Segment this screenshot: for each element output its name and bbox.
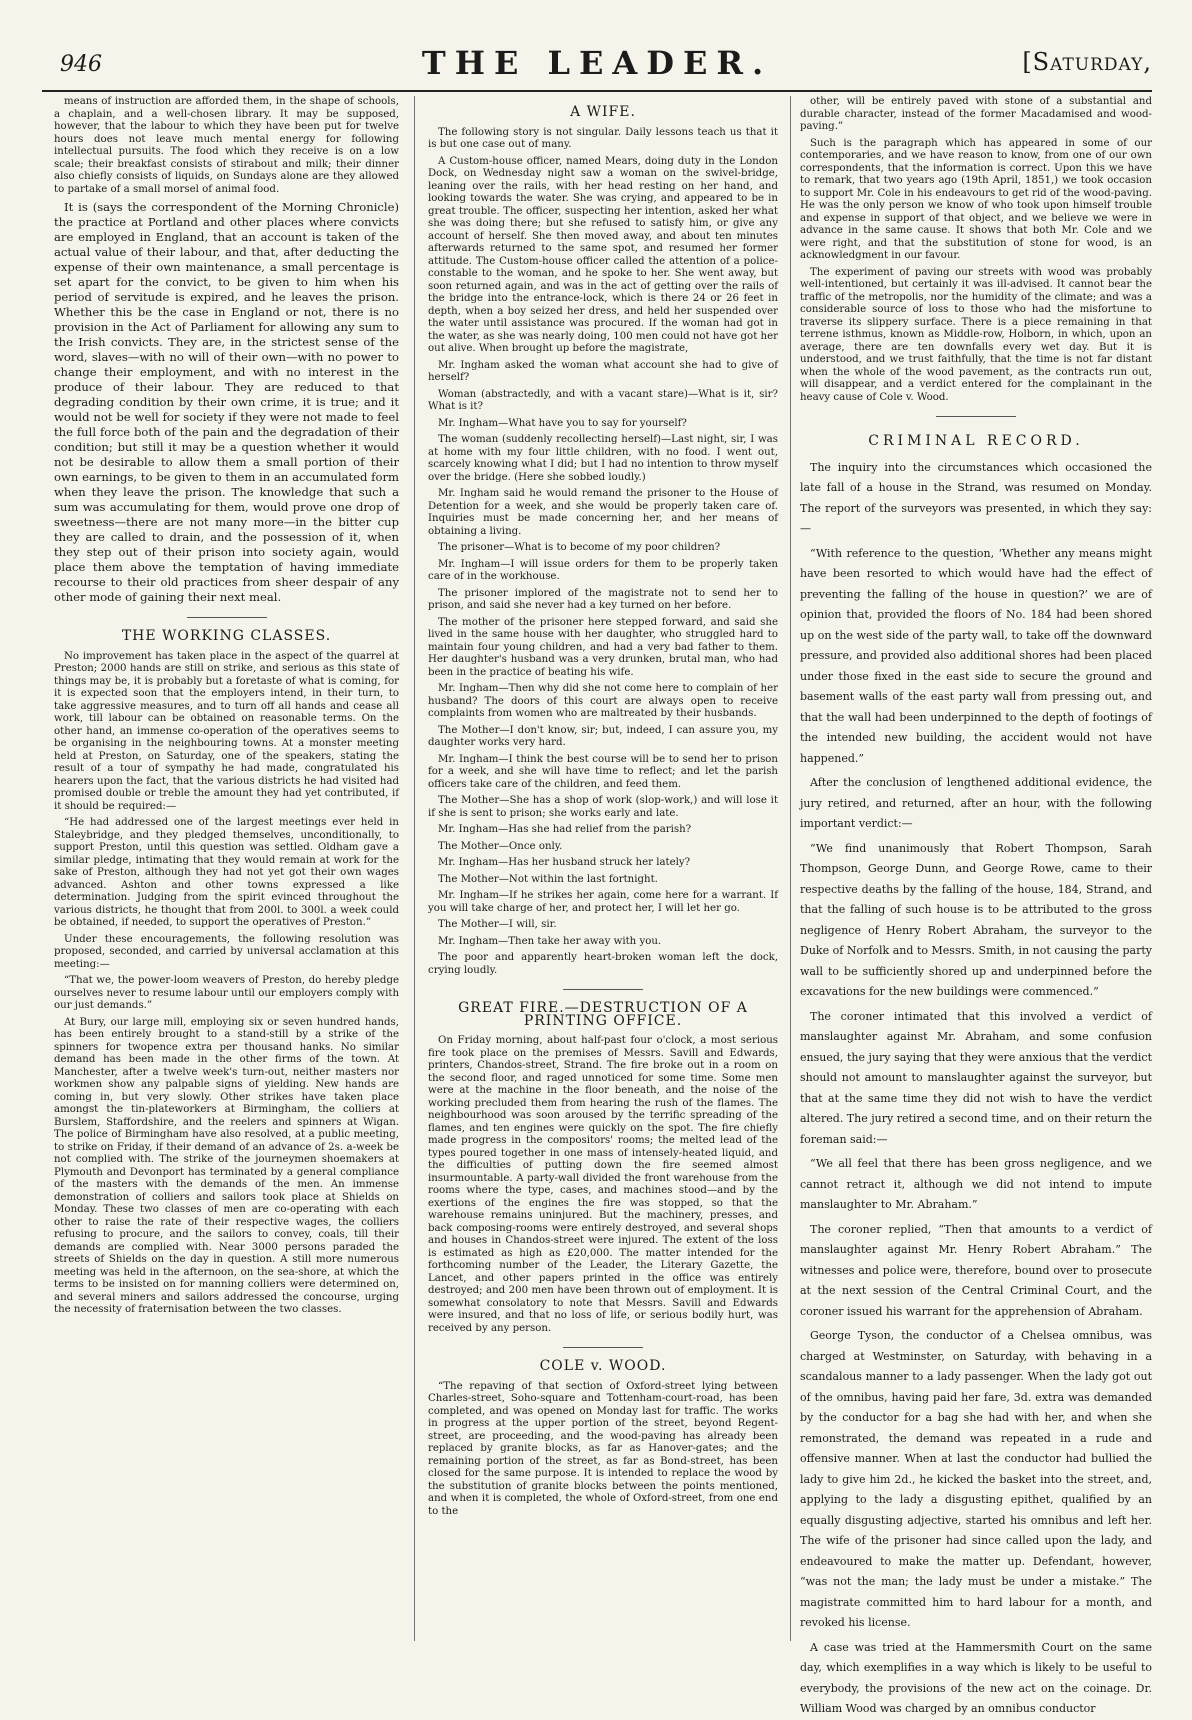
paragraph: “With reference to the question, ‘Whether any means might have been resorted to which would have had the effect of preventing the falling of the house in question?’ we are of opinion that, provided the floors of No. 184 had been shored up on the west side of the party wall, to take off the downward pressure, and provided also additional shores had been placed under those fixed in the east side to secure the ground and basement walls of the east party wall from pressing out, and that the wall had been underpinned to the depth of footings of the intended new building, the accident would not have happened.” bbox=[800, 546, 1152, 765]
paragraph: A Custom-house officer, named Mears, doing duty in the London Dock, on Wednesday night saw a woman on the swivel-bridge, leaning over the rails, with her head resting on her hand, and looking towards the water. She was crying, and appeared to be in great trouble. The officer, suspecting her intention, asked her what she was doing there; but she refused to satisfy him, or give any account of herself. She then moved away, and about ten minutes afterwards returned to the same spot, and resumed her former attitude. The Custom-house officer called the attention of a police-constable to the woman, and he spoke to her. She went away, but soon returned again, and was in the act of getting over the rails of the bridge into the entrance-lock, which is there 24 or 26 feet in depth, when a boy seized her dress, and held her suspended over the water until assistance was procured. If the woman had got in the water, as she was nearly doing, 100 men could not have got her out alive. When brought up before the magistrate, bbox=[428, 155, 778, 354]
paragraph: The Mother—She has a shop of work (slop-work,) and will lose it if she is sent to prison; she works early and late. bbox=[428, 795, 778, 819]
masthead-rule bbox=[42, 90, 1152, 92]
paragraph: Mr. Ingham asked the woman what account she had to give of herself? bbox=[428, 359, 778, 383]
paragraph: The coroner replied, “Then that amounts to a verdict of manslaughter against Mr. Henry Robert Abraham.” The witnesses and police were, therefore, bound over to prosecute at the next session of the Central Criminal Court, and the coroner issued his warrant for the apprehension of Abraham. bbox=[800, 1222, 1152, 1318]
section-heading-great-fire: GREAT FIRE.—DESTRUCTION OF A PRINTING OFFICE. bbox=[458, 1000, 748, 1029]
paragraph: Such is the paragraph which has appeared in some of our contemporaries, and we have reason to know, from one of our own correspondents, that the information is correct. Upon this we have to remark, that two years ago (19th April, 1851,) we took occasion to support Mr. Cole in his endeavours to get rid of the wood-paving. He was the only person we know of who took upon himself trouble and expense in support of that object, and we believe we were in advance in the same cause. It shows that both Mr. Cole and we were right, and that the substitution of stone for wood, is an acknowledgment in our favour. bbox=[800, 137, 1152, 261]
paragraph: No improvement has taken place in the aspect of the quarrel at Preston; 2000 hands are still on strike, and serious as this state of things may be, it is probably but a foretaste of what is coming, for it is expected soon that the employers intend, in their turn, to take aggressive measures, and to turn off all hands and cease all work, till labour can be obtained on reasonable terms. On the other hand, an immense co-operation of the operatives seems to be organising in the neighbouring towns. At a monster meeting held at Preston, on Saturday, one of the speakers, stating the result of a tour of sympathy he had made, congratulated his hearers upon the fact, that the various districts he had visited had promised double or treble the amount they had yet contributed, if it should be required:— bbox=[54, 650, 399, 812]
section-rule bbox=[563, 989, 643, 990]
paragraph: The prisoner implored of the magistrate not to send her to prison, and said she never had a key turned on her before. bbox=[428, 587, 778, 611]
section-rule bbox=[187, 617, 267, 618]
column-2 bbox=[428, 96, 778, 1641]
paragraph: “We find unanimously that Robert Thompson, Sarah Thompson, George Dunn, and George Rowe, came to their respective deaths by the falling of the house, 184, Strand, and that the falling of such house is to be attributed to the gross negligence of Henry Robert Abraham, the surveyor to the Duke of Norfolk and to Messrs. Smith, in not causing the party wall to be sufficiently shored up and underpinned before the excavations for the new buildings were commenced.” bbox=[800, 841, 1152, 998]
masthead bbox=[42, 44, 1152, 88]
paragraph: The prisoner—What is to become of my poor children? bbox=[438, 542, 721, 553]
paragraph: The woman (suddenly recollecting herself)—Last night, sir, I was at home with my four little children, with no food. I went out, scarcely knowing what I did; but I had no intention to throw myself over the bridge. (Here she sobbed loudly.) bbox=[428, 434, 778, 483]
paragraph: Mr. Ingham said he would remand the prisoner to the House of Detention for a week, and she would be properly taken care of. Inquiries must be made concerning her, and her means of obtaining a living. bbox=[428, 488, 778, 537]
paragraph: The experiment of paving our streets with wood was probably well-intentioned, but certainly it was ill-advised. It cannot bear the traffic of the metropolis, nor the humidity of the climate; and was a considerable source of loss to those who had the misfortune to traverse its slippery surface. There is a piece remaining in that terrene isthmus, known as Middle-row, Holborn, in which, upon an average, there are ten downfalls every wet day. But it is understood, and we trust faithfully, that the time is not far distant when the whole of the wood pavement, as the contracts run out, will disappear, and a verdict entered for the complainant in the heavy cause of Cole v. Wood. bbox=[800, 266, 1152, 403]
section-heading-a-wife: A WIFE. bbox=[570, 104, 636, 120]
paragraph: Mr. Ingham—Has her husband struck her lately? bbox=[438, 857, 691, 868]
paragraph: The inquiry into the circumstances which occasioned the late fall of a house in the Strand, was resumed on Monday. The report of the surveyors was presented, in which they say:— bbox=[800, 460, 1152, 535]
paragraph: Woman (abstractedly, and with a vacant stare)—What is it, sir? What is it? bbox=[428, 388, 778, 412]
paragraph: Mr. Ingham—What have you to say for yourself? bbox=[438, 417, 687, 429]
paragraph: It is (says the correspondent of the Morning Chronicle) the practice at Portland and other places where convicts are employed in England, that an account is taken of the actual value of their labour, and that, after deducting the expense of their own maintenance, a small percentage is set apart for the convict, to be given to him when his period of servitude is expired, and he leaves the prison. Whether this be the case in England or not, there is no provision in the Act of Parliament for allowing any sum to the Irish convicts. They are, in the strictest sense of the word, slaves—with no will of their own—with no power to change their employment, and with no interest in the produce of their labour. They are reduced to that degrading condition by their own crime, it is true; and it would not be well for society if they were not made to feel the full force both of the pain and the degradation of their condition; but still it may be a question whether it would not be desirable to allow them a small portion of their own earnings, to be given to them in an accumulated form when they leave the prison. The knowledge that such a sum was accumulating for them, would prove one drop of sweetness—there are not many more—in the bitter cup they are called to drain, and the possession of it, when they step out of their prison into society again, would place them above the temptation of having immediate recourse to their old practices from sheer despair of any other mode of gaining their next meal. bbox=[54, 200, 399, 604]
paragraph: “That we, the power-loom weavers of Preston, do hereby pledge ourselves never to resume labour until our employers comply with our just demands.” bbox=[54, 975, 399, 1011]
paragraph: The coroner intimated that this involved a verdict of manslaughter against Mr. Abraham, and some confusion ensued, the jury saying that they were anxious that the verdict should not amount to manslaughter against the surveyor, but that at the same time they did not wish to have the verdict altered. The jury retired a second time, and on their return the foreman said:— bbox=[800, 1009, 1152, 1146]
paragraph: The poor and apparently heart-broken woman left the dock, crying loudly. bbox=[428, 952, 778, 976]
column-divider bbox=[790, 96, 791, 1641]
paragraph: Under these encouragements, the following resolution was proposed, seconded, and carried by universal acclamation at this meeting:— bbox=[54, 933, 399, 970]
paragraph: Mr. Ingham—I think the best course will be to send her to prison for a week, and she will have time to reflect; and let the parish officers take care of the children, and feed them. bbox=[428, 753, 778, 790]
page-number: 946 bbox=[60, 52, 102, 77]
paragraph: other, will be entirely paved with stone of a substantial and durable character, instead of the former Macadamised and wood-paving.” bbox=[800, 96, 1152, 132]
paragraph: Mr. Ingham—If he strikes her again, come here for a warrant. If you will take charge of her, and protect her, I will let her go. bbox=[428, 890, 778, 914]
paragraph: A case was tried at the Hammersmith Court on the same day, which exemplifies in a way which is likely to be useful to everybody, the provisions of the new act on the coinage. Dr. William Wood was charged by an omnibus conductor bbox=[800, 1640, 1152, 1715]
paragraph: “We all feel that there has been gross negligence, and we cannot retract it, although we did not intend to impute manslaughter to Mr. Abraham.” bbox=[800, 1157, 1152, 1211]
section-rule bbox=[936, 416, 1016, 417]
paragraph: On Friday morning, about half-past four o'clock, a most serious fire took place on the premises of Messrs. Savill and Edwards, printers, Chandos-street, Strand. The fire broke out in a room on the second floor, and raged unnoticed for some time. Some men were at the machine in the floor beneath, and the noise of the working precluded them from hearing the rush of the flames. The neighbourhood was soon aroused by the terrific spreading of the flames, and ten engines were quickly on the spot. The fire chiefly made progress in the compositors' rooms; the melted lead of the types poured together in one mass of intensely-heated liquid, and the difficulties of putting down the fire seemed almost insurmountable. A party-wall divided the front warehouse from the rooms where the type, cases, and machines stood—and by the exertions of the engines the fire was stopped, so that the warehouse remains uninjured. But the machinery, presses, and back composing-rooms were entirely destroyed, and several shops and houses in Chandos-street were injured. The extent of the loss is estimated as high as £20,000. The matter intended for the forthcoming number of the Leader, the Literary Gazette, the Lancet, and other papers printed in the office was entirely destroyed; and 200 men have been thrown out of employment. It is somewhat consolatory to note that Messrs. Savill and Edwards were insured, and that no loss of life, or serious bodily hurt, was received by any person. bbox=[428, 1035, 778, 1334]
paragraph: The Mother—I will, sir. bbox=[438, 919, 557, 930]
paragraph: Mr. Ingham—Then why did she not come here to complain of her husband? The doors of this court are always open to receive complaints from women who are maltreated by their husbands. bbox=[428, 683, 778, 719]
paragraph: After the conclusion of lengthened additional evidence, the jury retired, and returned, after an hour, with the following important verdict:— bbox=[800, 776, 1152, 830]
section-heading-criminal-record: CRIMINAL RECORD. bbox=[868, 433, 1084, 449]
paragraph: means of instruction are afforded them, in the shape of schools, a chaplain, and a well-chosen library. It may be supposed, however, that the labour to which they have been put for twelve hours does not leave much mental energy for following intellectual pursuits. The food which they receive is on a low scale; their breakfast consists of stirabout and milk; their dinner also chiefly consists of liquids, on Sundays alone are they allowed to partake of a small morsel of animal food. bbox=[54, 96, 399, 195]
newspaper-title: THE LEADER. bbox=[421, 44, 773, 82]
column-divider bbox=[414, 96, 415, 1641]
paragraph: Mr. Ingham—Has she had relief from the parish? bbox=[438, 824, 692, 835]
paragraph: The Mother—Not within the last fortnight. bbox=[438, 873, 658, 885]
paragraph: The Mother—Once only. bbox=[438, 840, 563, 852]
column-3 bbox=[800, 96, 1152, 1715]
paragraph: George Tyson, the conductor of a Chelsea omnibus, was charged at Westminster, on Saturday, with behaving in a scandalous manner to a lady passenger. When the lady got out of the omnibus, having paid her fare, 3d. extra was demanded by the conductor for a bag she had with her, and when she remonstrated, the demand was repeated in a rude and offensive manner. When at last the conductor had bullied the lady to give him 2d., he kicked the basket into the street, and, applying to the lady a disgusting epithet, qualified by an equally disgusting adjective, started his omnibus and left her. The wife of the prisoner had since called upon the lady, and endeavoured to make the matter up. Defendant, however, “was not the man; the lady must be under a mistake.” The magistrate committed him to hard labour for a month, and revoked his license. bbox=[800, 1329, 1152, 1629]
paragraph: The following story is not singular. Daily lessons teach us that it is but one case out of many. bbox=[428, 126, 778, 150]
issue-day: [Saturday, bbox=[1022, 48, 1152, 76]
section-heading-working-classes: THE WORKING CLASSES. bbox=[121, 628, 332, 644]
section-heading-cole-v-wood: COLE v. WOOD. bbox=[539, 1358, 667, 1374]
section-rule bbox=[563, 1347, 643, 1348]
paragraph: “The repaving of that section of Oxford-street lying between Charles-street, Soho-square and Tottenham-court-road, has been completed, and was opened on Monday last for traffic. The works in progress at the upper portion of the street, beyond Regent-street, are proceeding, and the wood-paving has already been replaced by granite blocks, as far as Hanover-gates; and the remaining portion of the street, as far as Bond-street, has been closed for the same purpose. It is intended to replace the wood by the substitution of granite blocks between the points mentioned, and when it is completed, the whole of Oxford-street, from one end to the bbox=[428, 1380, 778, 1517]
column-1 bbox=[54, 96, 399, 1641]
paragraph: Mr. Ingham—I will issue orders for them to be properly taken care of in the workhouse. bbox=[428, 558, 778, 582]
paragraph: The mother of the prisoner here stepped forward, and said she lived in the same house with her daughter, who struggled hard to maintain four young children, and had a very bad father to them. Her daughter's husband was a very drunken, brutal man, who had been in the practice of beating his wife. bbox=[428, 616, 778, 678]
paragraph: The Mother—I don't know, sir; but, indeed, I can assure you, my daughter works very hard. bbox=[428, 724, 778, 748]
paragraph: At Bury, our large mill, employing six or seven hundred hands, has been entirely brought to a stand-still by a strike of the spinners for twopence extra per thousand hanks. No similar demand has been made in the other firms of the town. At Manchester, after a twelve week's turn-out, neither masters nor workmen show any palpable signs of yielding. New hands are coming in, but very slowly. Other strikes have taken place amongst the tin-plateworkers at Birmingham, the colliers at Burslem, Staffordshire, and the reelers and spinners at Wigan. The police of Birmingham have also resolved, at a public meeting, to strike on Friday, if their demand of an advance of 2s. a-week be not complied with. The strike of the journeymen shoemakers at Plymouth and Devonport has terminated by a general compliance of the masters with the demands of the men. An immense demonstration of colliers and sailors took place at Shields on Monday. These two classes of men are co-operating with each other to raise the rate of their respective wages, the colliers refusing to procure, and the sailors to convey, coals, till their demands are complied with. Near 3000 persons paraded the streets of Shields on the day in question. A still more numerous meeting was held in the afternoon, on the sea-shore, at which the terms to be insisted on for manning colliers were determined on, and several miners and sailors addressed the concourse, urging the necessity of fraternisation between the two classes. bbox=[54, 1016, 399, 1315]
paragraph: Mr. Ingham—Then take her away with you. bbox=[438, 935, 662, 947]
paragraph: “He had addressed one of the largest meetings ever held in Staleybridge, and they pledged themselves, unconditionally, to support Preston, until this question was settled. Oldham gave a similar pledge, intimating that they would remain at work for the sake of Preston, although they had not yet got their own wages advanced. Ashton and other towns expressed a like determination. Judging from the spirit evinced throughout the various districts, he thought that from 200l. to 300l. a week could be obtained, if needed, to support the operatives of Preston.” bbox=[54, 817, 399, 928]
